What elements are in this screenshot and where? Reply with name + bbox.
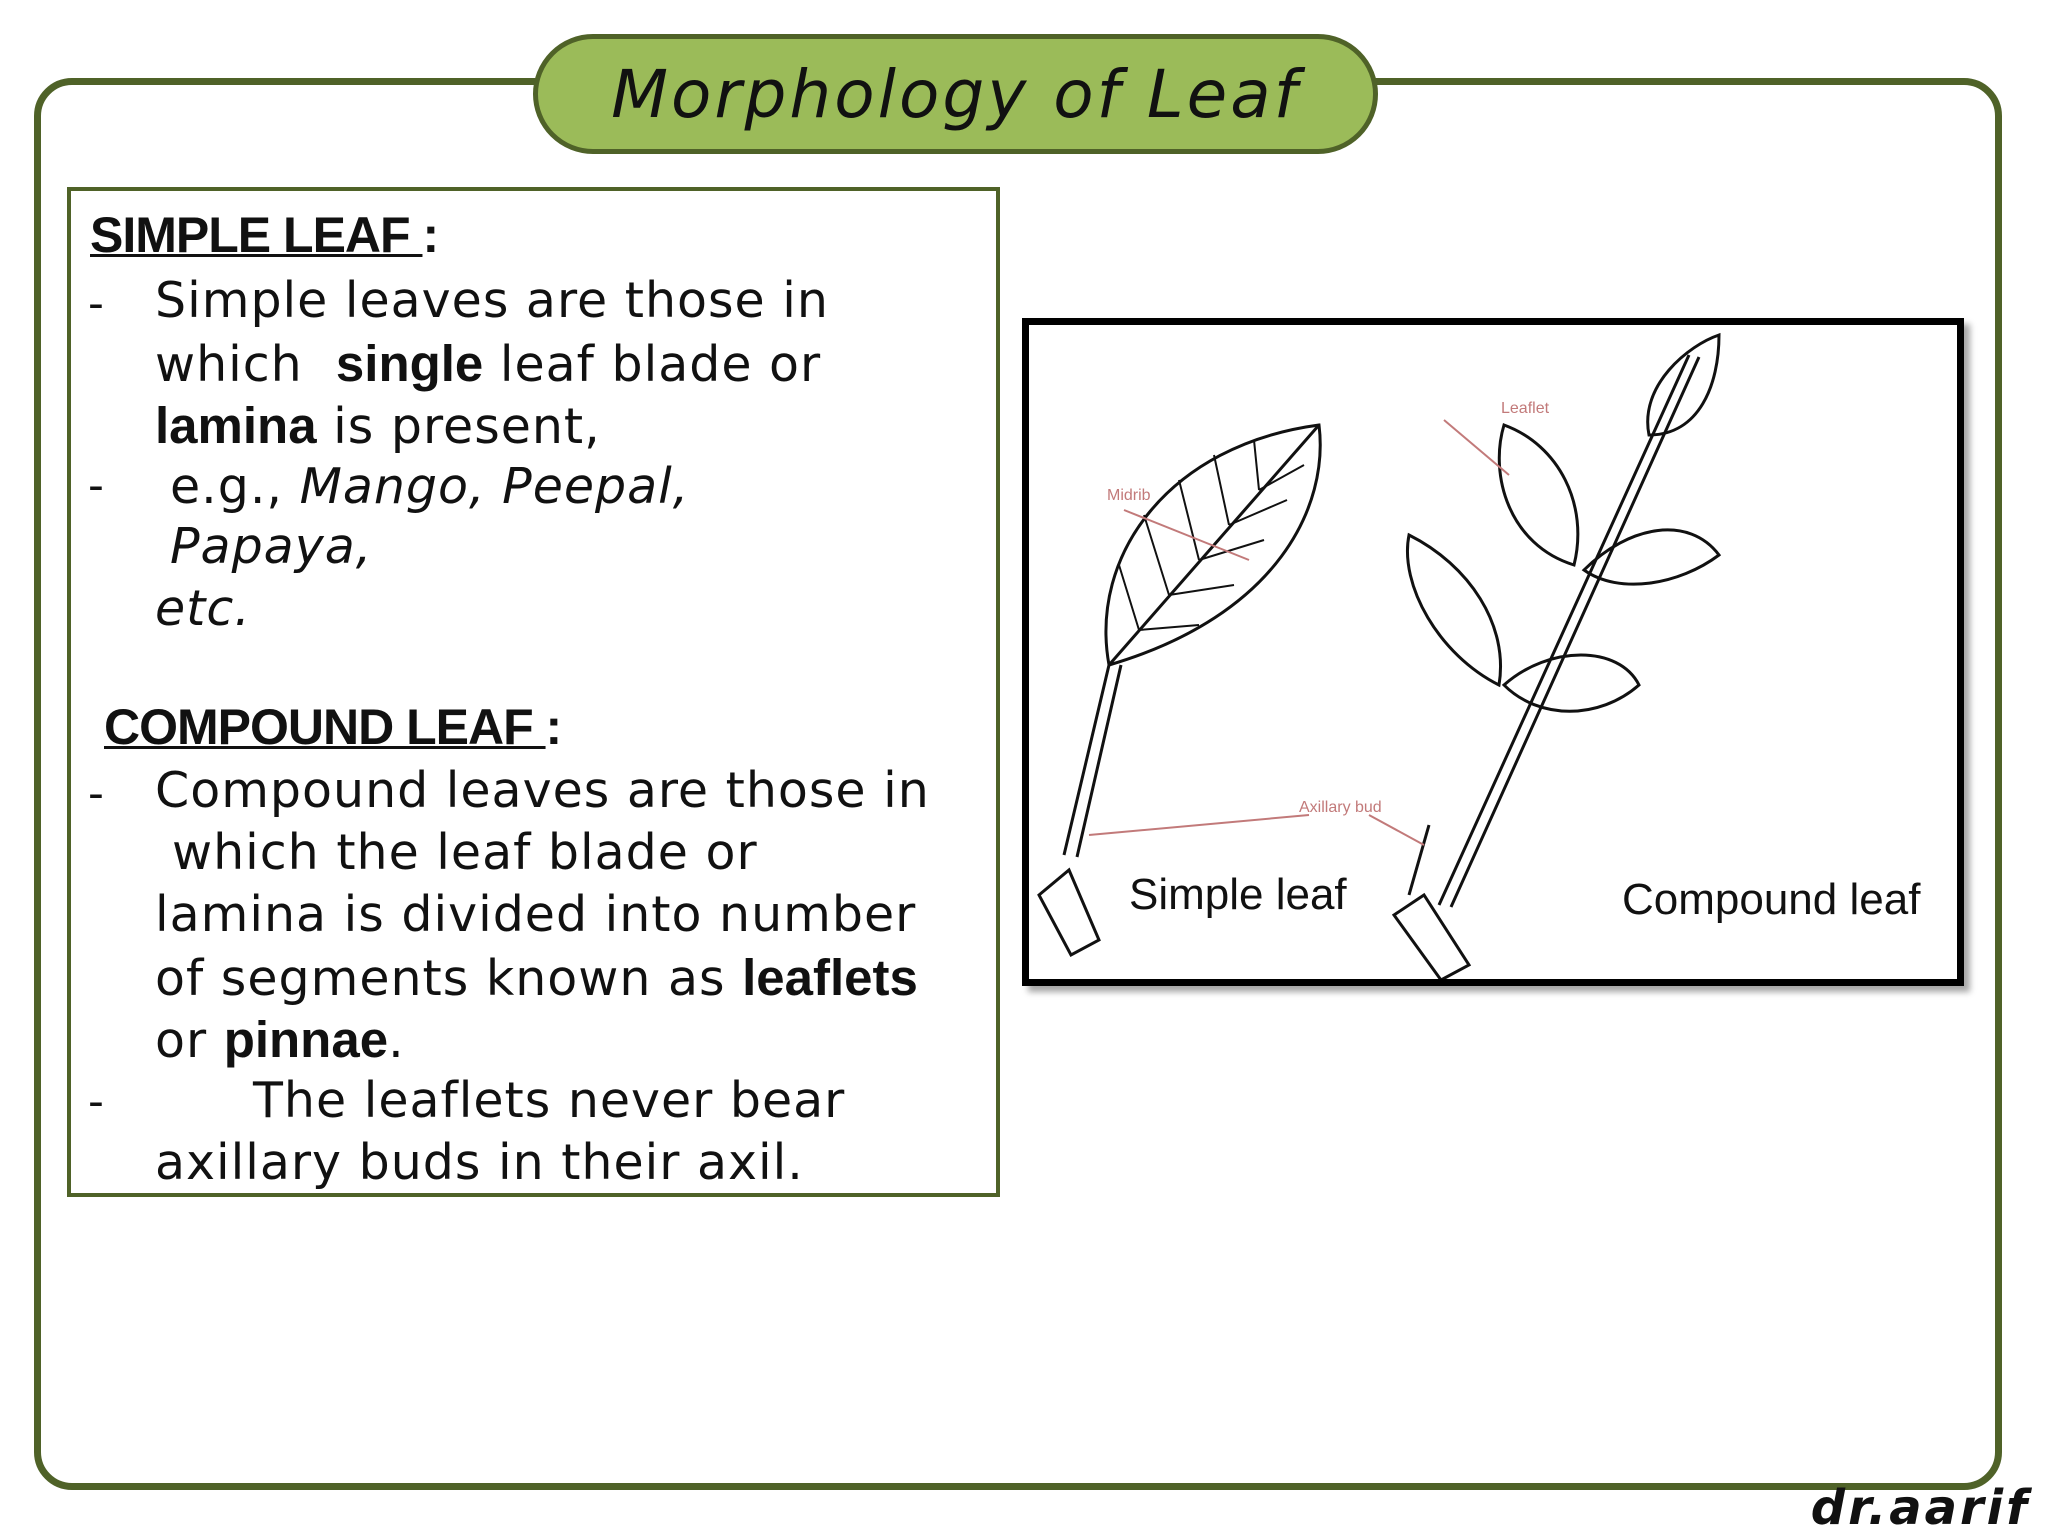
compound-leaflet-lower-left <box>1407 535 1500 685</box>
simple-line-5 <box>170 518 372 575</box>
simple-leaf-petiole <box>1064 665 1121 857</box>
bullet-dash: - <box>88 768 104 819</box>
bullet-dash: - <box>88 460 104 511</box>
compound-leaf-stem <box>1394 895 1469 979</box>
title-tab <box>533 34 1378 154</box>
simple-examples: Mango, Peepal, <box>299 458 690 515</box>
bullet-dash: - <box>88 1076 104 1127</box>
simple-line-1: Simple leaves are those in <box>155 272 829 329</box>
axillary-pointer-right <box>1369 815 1424 845</box>
simple-leaf-caption: Simple leaf <box>1129 870 1347 919</box>
compound-line-6: The leaflets never bear <box>253 1072 846 1129</box>
leaf-figure <box>1022 318 1964 986</box>
compound-leaf-petiole <box>1409 825 1429 895</box>
simple-eg: e.g., <box>170 458 300 515</box>
simple-line-2c: leaf blade or <box>483 336 822 393</box>
simple-leaf-heading <box>90 206 438 264</box>
simple-line-2 <box>155 334 821 393</box>
compound-leaf-rachis <box>1439 355 1699 907</box>
compound-line-7: axillary buds in their axil. <box>155 1134 804 1191</box>
author-signature: dr.aarif <box>1810 1480 2030 1536</box>
simple-term-single: single <box>335 335 484 392</box>
simple-line-6 <box>155 580 251 637</box>
axillary-bud-label: Axillary bud <box>1299 799 1382 816</box>
compound-leaf-caption: Compound leaf <box>1622 875 1921 924</box>
compound-leaf-heading-text: COMPOUND LEAF <box>104 699 546 755</box>
bullet-dash: - <box>88 278 104 329</box>
simple-line-3 <box>155 396 601 455</box>
midrib-label: Midrib <box>1107 487 1151 504</box>
simple-example-papaya: Papaya, <box>170 518 373 575</box>
compound-term-pinnae: pinnae <box>223 1011 389 1068</box>
compound-line-2: which the leaf blade or <box>172 824 758 881</box>
axillary-pointer-left <box>1089 815 1309 835</box>
compound-line-1: Compound leaves are those in <box>155 762 930 819</box>
simple-line-3b: is present, <box>316 398 601 455</box>
simple-leaf-heading-text: SIMPLE LEAF <box>90 207 423 263</box>
simple-leaf-vein <box>1119 440 1304 630</box>
compound-term-leaflets: leaflets <box>742 949 918 1006</box>
simple-line-4 <box>170 458 689 515</box>
compound-line-4a: of segments known as <box>155 950 743 1007</box>
simple-leaf-stem <box>1039 870 1099 955</box>
simple-etc: etc. <box>155 580 251 637</box>
simple-heading-colon: : <box>422 207 439 263</box>
compound-line-4 <box>155 948 918 1007</box>
midrib-pointer <box>1124 510 1249 560</box>
compound-line-5 <box>155 1010 405 1069</box>
compound-line-5c: . <box>388 1012 405 1069</box>
compound-leaf-heading <box>104 698 561 756</box>
page-title: Morphology of Leaf <box>611 55 1300 133</box>
compound-line-3: lamina is divided into number <box>155 886 917 943</box>
compound-leaflet-upper-left <box>1499 425 1578 565</box>
compound-heading-colon: : <box>545 699 562 755</box>
compound-leaflet-lower-right <box>1504 655 1639 711</box>
leaflet-label: Leaflet <box>1501 400 1550 417</box>
simple-line-2a: which <box>155 336 320 393</box>
compound-line-5a: or <box>155 1012 224 1069</box>
simple-term-lamina: lamina <box>155 397 317 454</box>
